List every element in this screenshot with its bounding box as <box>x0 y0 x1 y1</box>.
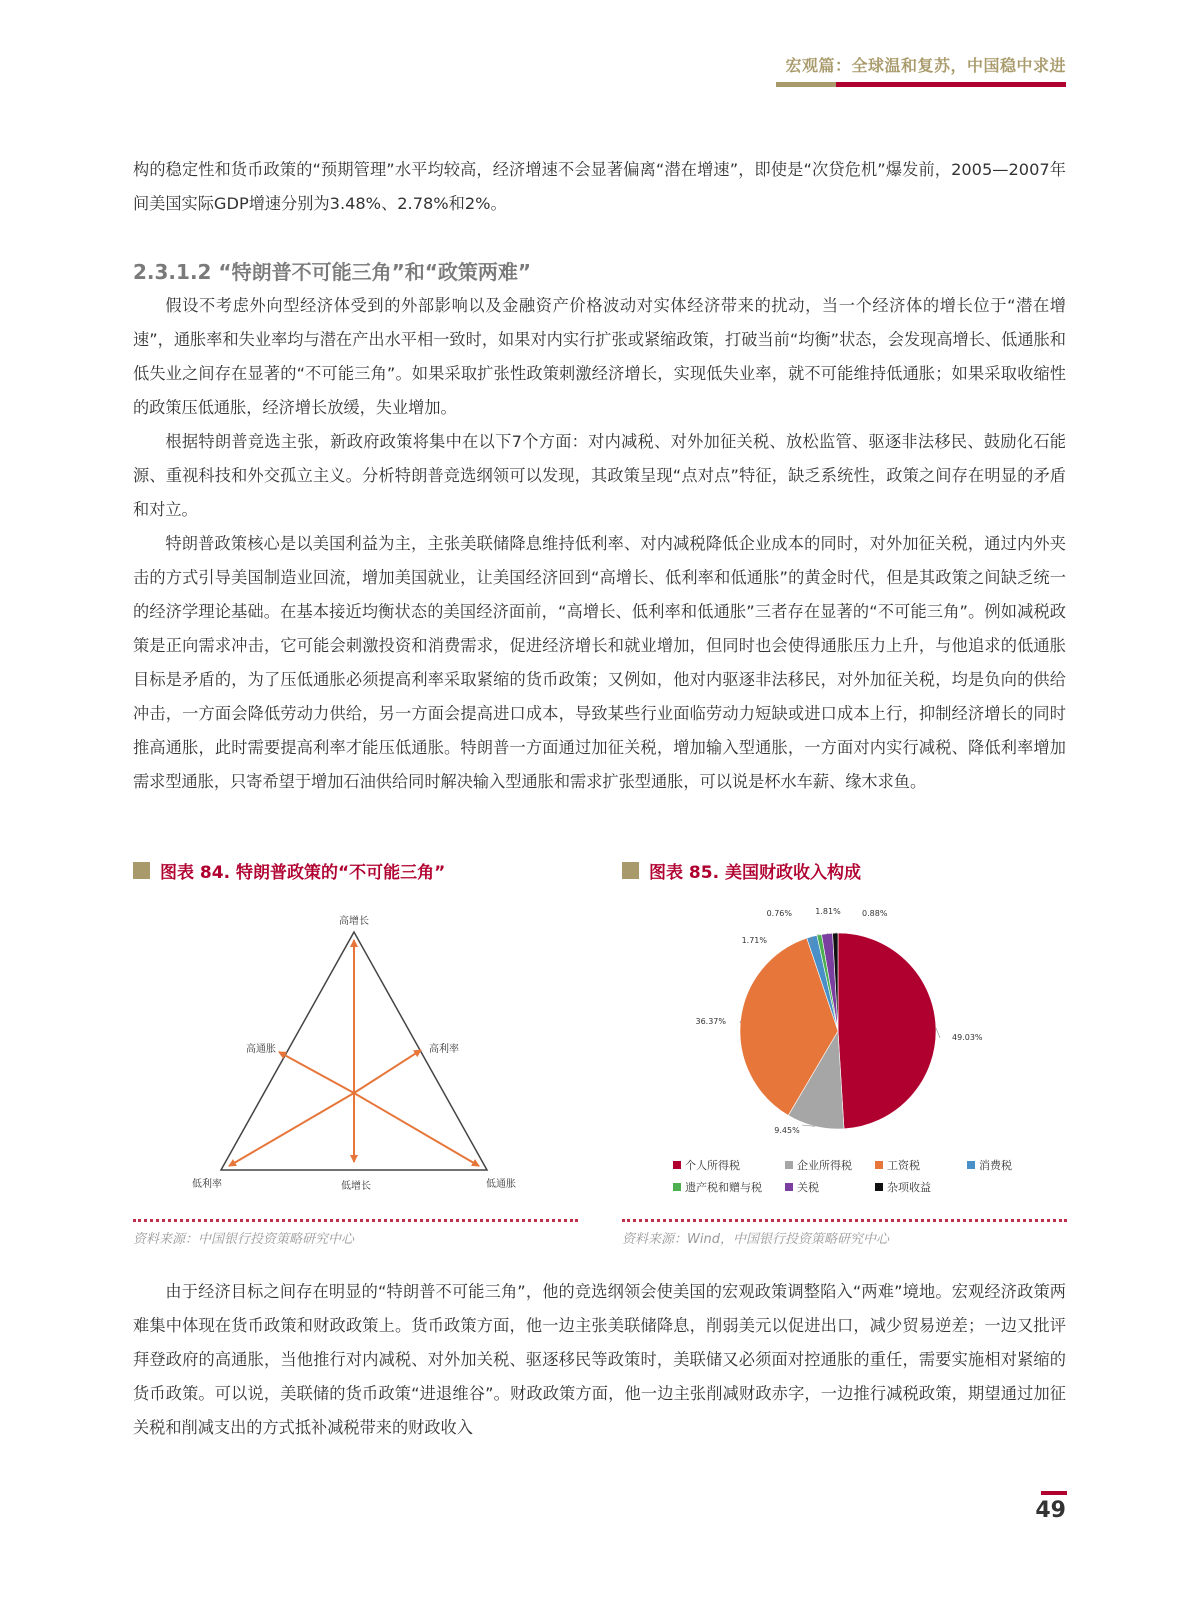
pie-legend-row-0 <box>673 1157 1053 1173</box>
pie-legend-label-1: 企业所得税 <box>797 1159 852 1172</box>
arrow-to-low-rate <box>229 1093 354 1166</box>
pie-legend-row-1 <box>673 1179 1053 1195</box>
paragraph-1: 假设不考虑外向型经济体受到的外部影响以及金融资产价格波动对实体经济带来的扰动，当一个经济体的增长位于“潜在增速”，通胀率和失业率均与潜在产出水平相一致时，如果对内实行扩张或紧缩政策，打破当前“均衡”状态，会发现高增长、低通胀和低失业之间存在显著的“不可能三角”。如果采取扩张性政策刺激经济增长，实现低失业率，就不可能维持低通胀；如果采取收缩性的政策压低通胀，经济增长放缓，失业增加。 <box>133 296 1066 417</box>
pie-legend-label-6: 杂项收益 <box>887 1181 931 1194</box>
arrow-to-low-inflation <box>354 1093 479 1166</box>
pie-legend-item-0 <box>673 1157 785 1173</box>
pie-legend-item-5 <box>785 1179 875 1195</box>
paragraph-4: 由于经济目标之间存在明显的“特朗普不可能三角”，他的竞选纲领会使美国的宏观政策调整陷入“两难”境地。宏观经济政策两难集中体现在货币政策和财政政策上。货币政策方面，他一边主张美联储降息，削弱美元以促进出口，减少贸易逆差；一边又批评拜登政府的高通胀，当他推行对内减税、对外加关税、驱逐移民等政策时，美联储又必须面对控通胀的重任，需要实施相对紧缩的货币政策。可以说，美联储的货币政策“进退维谷”。财政政策方面，他一边主张削减财政赤字，一边推行减税政策，期望通过加征关税和削减支出的方式抵补减税带来的财政收入 <box>133 1282 1066 1437</box>
pie-legend-swatch-0 <box>673 1161 681 1169</box>
label-high-growth: 高增长 <box>339 916 369 927</box>
label-low-growth: 低增长 <box>341 1181 371 1192</box>
label-high-rate: 高利率 <box>429 1044 459 1055</box>
pie-label-2: 36.37% <box>695 1017 726 1026</box>
pie-legend-swatch-2 <box>875 1161 883 1169</box>
figure-85-title-text: 图表 85. 美国财政收入构成 <box>649 863 861 883</box>
figure-85-source: 资料来源：Wind，中国银行投资策略研究中心 <box>622 1232 889 1247</box>
pie-label-3: 1.71% <box>741 936 767 945</box>
pie-label-1: 9.45% <box>774 1126 800 1135</box>
pie-legend-label-0: 个人所得税 <box>685 1159 740 1172</box>
pie-label-5: 1.81% <box>815 907 841 916</box>
arrow-to-high-rate <box>354 1050 421 1093</box>
figure-85-marker <box>622 862 639 879</box>
section-title: 2.3.1.2 “特朗普不可能三角”和“政策两难” <box>133 260 531 284</box>
label-low-inflation: 低通胀 <box>486 1179 516 1190</box>
pie-label-0: 49.03% <box>952 1033 983 1042</box>
pie-legend-item-6 <box>875 1179 967 1195</box>
pie-legend-swatch-3 <box>967 1161 975 1169</box>
pie-legend-swatch-1 <box>785 1161 793 1169</box>
pie-label-6: 0.88% <box>862 909 888 918</box>
header-title: 宏观篇：全球温和复苏，中国稳中求进 <box>785 56 1066 75</box>
pie-label-4: 0.76% <box>766 909 792 918</box>
pie-legend-label-4: 遗产税和赠与税 <box>685 1181 762 1194</box>
figure-85-divider <box>622 1219 1067 1222</box>
figure-84-title-text: 图表 84. 特朗普政策的“不可能三角” <box>160 863 446 883</box>
pie-legend <box>673 1157 1053 1201</box>
arrow-to-high-inflation <box>279 1052 354 1093</box>
pie-legend-label-2: 工资税 <box>887 1159 920 1172</box>
pie-legend-item-2 <box>875 1157 967 1173</box>
page-number-bar <box>1041 1491 1067 1495</box>
pie-legend-swatch-5 <box>785 1183 793 1191</box>
pie-legend-label-5: 关税 <box>797 1181 819 1194</box>
figure-84-title <box>133 858 445 883</box>
paragraph-3: 特朗普政策核心是以美国利益为主，主张美联储降息维持低利率、对内减税降低企业成本的同时，对外加征关税，通过内外夹击的方式引导美国制造业回流，增加美国就业，让美国经济回到“高增长、低利率和低通胀”的黄金时代，但是其政策之间缺乏统一的经济学理论基础。在基本接近均衡状态的美国经济面前，“高增长、低利率和低通胀”三者存在显著的“不可能三角”。例如减税政策是正向需求冲击，它可能会刺激投资和消费需求，促进经济增长和就业增加，但同时也会使得通胀压力上升，与他追求的低通胀目标是矛盾的，为了压低通胀必须提高利率采取紧缩的货币政策；又例如，他对内驱逐非法移民，对外加征关税，均是负向的供给冲击，一方面会降低劳动力供给，另一方面会提高进口成本，导致某些行业面临劳动力短缺或进口成本上行，抑制经济增长的同时推高通胀，此时需要提高利率才能压低通胀。特朗普一方面通过加征关税，增加输入型通胀，一方面对内实行减税、降低利率增加需求型通胀，只寄希望于增加石油供给同时解决输入型通胀和需求扩张型通胀，可以说是杯水车薪、缘木求鱼。 <box>133 534 1066 791</box>
pie-legend-swatch-6 <box>875 1183 883 1191</box>
pie-legend-item-3 <box>967 1157 1037 1173</box>
pie-leader-0 <box>936 1028 940 1038</box>
figure-85-title <box>622 858 861 883</box>
header-rule-red <box>836 82 1066 87</box>
header-rule-gold <box>776 82 836 87</box>
label-high-inflation: 高通胀 <box>246 1044 276 1055</box>
figure-84-source: 资料来源：中国银行投资策略研究中心 <box>133 1232 355 1247</box>
pie-legend-swatch-4 <box>673 1183 681 1191</box>
paragraph-0: 构的稳定性和货币政策的“预期管理”水平均较高，经济增速不会显著偏离“潜在增速”，即使是“次贷危机”爆发前，2005—2007年间美国实际GDP增速分别为3.48%、2.78%和2%。 <box>133 160 1066 213</box>
pie-slice-0 <box>838 933 936 1129</box>
figure-84-marker <box>133 862 150 879</box>
pie-legend-label-3: 消费税 <box>979 1159 1012 1172</box>
revenue-pie-chart <box>622 895 1067 1150</box>
label-low-rate: 低利率 <box>192 1179 222 1190</box>
pie-legend-item-4 <box>673 1179 785 1195</box>
paragraph-2: 根据特朗普竞选主张，新政府政策将集中在以下7个方面：对内减税、对外加征关税、放松监管、驱逐非法移民、鼓励化石能源、重视科技和外交孤立主义。分析特朗普竞选纲领可以发现，其政策呈现“点对点”特征，缺乏系统性，政策之间存在明显的矛盾和对立。 <box>133 432 1066 519</box>
pie-legend-item-1 <box>785 1157 875 1173</box>
page-number: 49 <box>1035 1498 1066 1523</box>
figure-84-divider <box>133 1219 578 1222</box>
impossible-triangle-diagram <box>133 900 578 1200</box>
